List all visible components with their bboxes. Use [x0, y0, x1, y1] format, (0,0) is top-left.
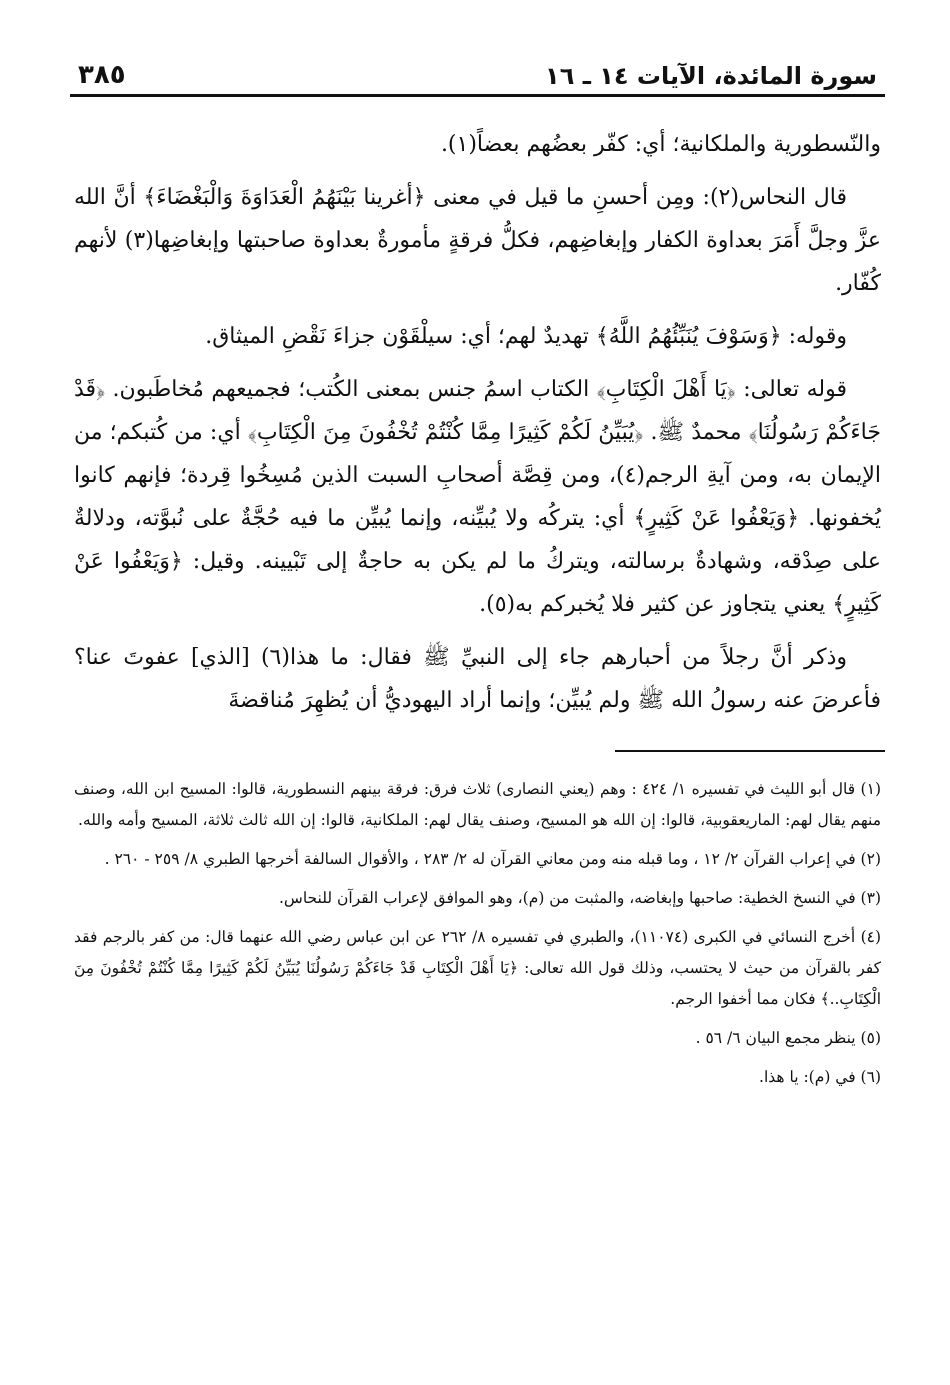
page-header [70, 55, 885, 97]
footnotes [70, 774, 885, 1093]
footnote: (٦) في (م): يا هذا. [759, 1068, 881, 1086]
footnote: (١) قال أبو الليث في تفسيره ١/ ٤٢٤ : وهم (يعني النصارى) ثلاث فرق: فرقة بينهم النسطورية، قالوا: المسيح ابن الله، وصنف منهم يقال لهم: الماريعقوبية، قالوا: إن الله هو المسيح، وصنف يقال لهم: الملكانية، قالوا: إن الله ثالث ثلاثة، المسيح وأمه والله. [74, 780, 881, 829]
paragraph: وقوله: ﴿وَسَوْفَ يُنَبِّئُهُمُ اللَّهُ﴾ تهديدٌ لهم؛ أي: سيلْقَوْن جزاءَ نَقْضِ الميثاق. [205, 324, 847, 349]
footnote: (٢) في إعراب القرآن ٢/ ١٢ ، وما قبله منه ومن معاني القرآن له ٢/ ٢٨٣ ، والأقوال السالفة أخرجها الطبري ٨/ ٢٥٩ - ٢٦٠ . [104, 850, 881, 868]
paragraph: قوله تعالى: ﴿يَا أَهْلَ الْكِتَابِ﴾ الكتاب اسمُ جنس بمعنى الكُتب؛ فجميعهم مُخاطَبون. ﴿قَدْ جَاءَكُمْ رَسُولُنَا﴾ محمدٌ ﷺ. ﴿يُبَيِّنُ لَكُمْ كَثِيرًا مِمَّا كُنْتُمْ تُخْفُونَ مِنَ الْكِتَابِ﴾ أي: من كُتبكم؛ من الإيمان به، ومن آيةِ الرجم(٤)، ومن قِصَّة أصحابِ السبت الذين مُسِخُوا قِردة؛ فإنهم كانوا يُخفونها. ﴿وَيَعْفُوا عَنْ كَثِيرٍ﴾ أي: يتركُه ولا يُبيِّنه، وإنما يُبيِّن ما فيه حُجَّةٌ على نُبوَّته، ودلالةٌ على صِدْقه، وشهادةٌ برسالته، ويتركُ ما لم يكن به حاجةٌ إلى تَبْيينه. وقيل: ﴿وَيَعْفُوا عَنْ كَثِيرٍ﴾ يعني يتجاوز عن كثير فلا يُخبركم به(٥). [74, 377, 881, 617]
footnote: (٣) في النسخ الخطية: صاحبها وإبغاضه، والمثبت من (م)، وهو الموافق لإعراب القرآن للنحاس. [278, 889, 881, 907]
footnote: (٥) ينظر مجمع البيان ٦/ ٥٦ . [695, 1029, 881, 1047]
running-title: سورة المائدة، الآيات ١٤ ـ ١٦ [545, 62, 877, 90]
paragraph: والنّسطورية والملكانية؛ أي: كفّر بعضُهم بعضاً(١). [440, 132, 881, 157]
main-text [70, 123, 885, 722]
paragraph: وذكر أنَّ رجلاً من أحبارهم جاء إلى النبيِّ ﷺ فقال: ما هذا(٦) [الذي] عفوتَ عنا؟ فأعرضَ عنه رسولُ الله ﷺ ولم يُبيِّن؛ وإنما أراد اليهوديُّ أن يُظهِرَ مُناقضةَ [74, 645, 881, 713]
page-number: ٣٨٥ [78, 60, 126, 90]
footnote: (٤) أخرج النسائي في الكبرى (١١٠٧٤)، والطبري في تفسيره ٨/ ٢٦٢ عن ابن عباس رضي الله عنهما قال: من كفر بالرجم فقد كفر بالقرآن من حيث لا يحتسب، وذلك قول الله تعالى: ﴿يَا أَهْلَ الْكِتَابِ قَدْ جَاءَكُمْ رَسُولُنَا يُبَيِّنُ لَكُمْ كَثِيرًا مِمَّا كُنْتُمْ تُخْفُونَ مِنَ الْكِتَابِ..﴾ فكان مما أخفوا الرجم. [74, 928, 882, 1008]
paragraph: قال النحاس(٢): ومِن أحسنِ ما قيل في معنى ﴿أغرينا بَيْنَهُمُ الْعَدَاوَةَ وَالْبَغْضَاءَ﴾ أنَّ الله عزَّ وجلَّ أَمَرَ بعداوة الكفار وإبغاضِهم، فكلُّ فرقةٍ مأمورةٌ بعداوة صاحبتها وإبغاضِها(٣) لأنهم كُفّار. [74, 185, 881, 296]
footnote-separator [615, 750, 885, 752]
book-page [70, 55, 885, 1355]
